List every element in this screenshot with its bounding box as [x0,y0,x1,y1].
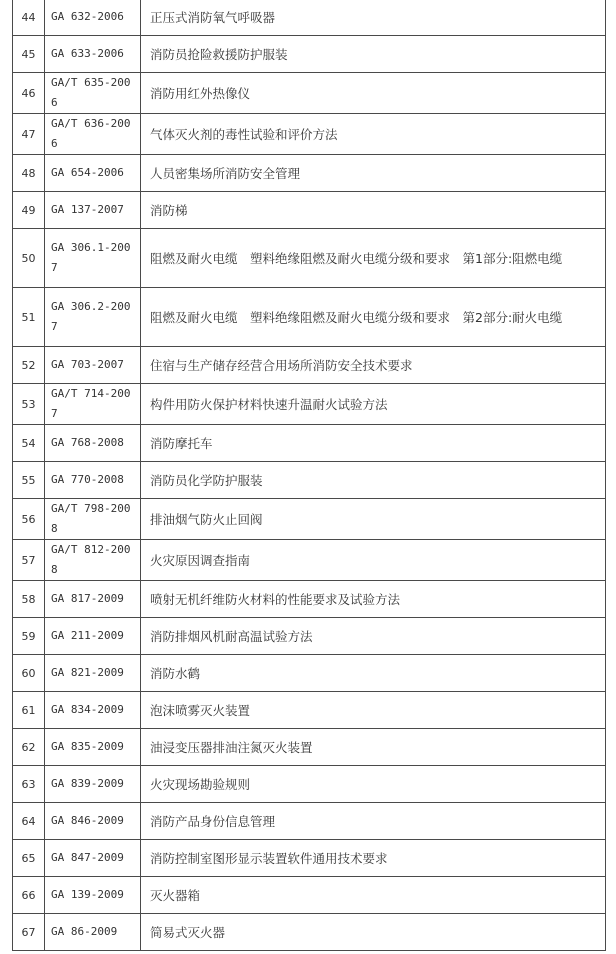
standard-code: GA 768-2008 [45,425,141,462]
standard-name: 油浸变压器排油注氮灭火装置 [141,729,606,766]
standard-name: 消防员抢险救援防护服装 [141,36,606,73]
standard-name: 消防排烟风机耐高温试验方法 [141,618,606,655]
table-row [13,877,606,914]
standard-code: GA/T 636-2006 [45,114,141,155]
standard-name: 消防控制室图形显示装置软件通用技术要求 [141,840,606,877]
standard-code: GA 846-2009 [45,803,141,840]
table-row [13,499,606,540]
row-number: 51 [13,288,45,347]
table-row [13,229,606,288]
standard-name: 火灾现场勘验规则 [141,766,606,803]
row-number: 52 [13,347,45,384]
standard-code: GA 770-2008 [45,462,141,499]
table-row [13,288,606,347]
row-number: 54 [13,425,45,462]
standard-name: 消防用红外热像仪 [141,73,606,114]
standard-name: 火灾原因调查指南 [141,540,606,581]
standard-code: GA/T 714-2007 [45,384,141,425]
row-number: 53 [13,384,45,425]
standard-name: 灭火器箱 [141,877,606,914]
standard-name: 泡沫喷雾灭火装置 [141,692,606,729]
standard-name: 构件用防火保护材料快速升温耐火试验方法 [141,384,606,425]
row-number: 66 [13,877,45,914]
standard-code: GA 139-2009 [45,877,141,914]
row-number: 67 [13,914,45,951]
standard-name: 喷射无机纤维防火材料的性能要求及试验方法 [141,581,606,618]
table-row [13,114,606,155]
standard-name: 阻燃及耐火电缆 塑料绝缘阻燃及耐火电缆分级和要求 第2部分:耐火电缆 [141,288,606,347]
standard-name: 消防摩托车 [141,425,606,462]
row-number: 61 [13,692,45,729]
row-number: 56 [13,499,45,540]
standards-table [12,0,606,951]
standard-name: 消防水鹤 [141,655,606,692]
table-row [13,347,606,384]
standard-code: GA 835-2009 [45,729,141,766]
standard-code: GA 834-2009 [45,692,141,729]
row-number: 64 [13,803,45,840]
standard-code: GA 703-2007 [45,347,141,384]
row-number: 55 [13,462,45,499]
standard-name: 简易式灭火器 [141,914,606,951]
table-row [13,425,606,462]
table-row [13,36,606,73]
table-row [13,914,606,951]
row-number: 48 [13,155,45,192]
table-row [13,692,606,729]
standard-code: GA 654-2006 [45,155,141,192]
table-row [13,0,606,36]
table-row [13,155,606,192]
row-number: 63 [13,766,45,803]
row-number: 47 [13,114,45,155]
standard-name: 正压式消防氧气呼吸器 [141,0,606,36]
standard-code: GA 821-2009 [45,655,141,692]
row-number: 62 [13,729,45,766]
table-row [13,462,606,499]
standard-name: 消防梯 [141,192,606,229]
standard-name: 住宿与生产储存经营合用场所消防安全技术要求 [141,347,606,384]
table-row [13,729,606,766]
standard-code: GA/T 798-2008 [45,499,141,540]
table-row [13,803,606,840]
standard-code: GA/T 635-2006 [45,73,141,114]
standard-code: GA 632-2006 [45,0,141,36]
standard-code: GA/T 812-2008 [45,540,141,581]
standard-name: 排油烟气防火止回阀 [141,499,606,540]
standard-name: 消防员化学防护服装 [141,462,606,499]
table-row [13,73,606,114]
table-row [13,840,606,877]
row-number: 44 [13,0,45,36]
table-row [13,618,606,655]
standard-code: GA 817-2009 [45,581,141,618]
standard-name: 消防产品身份信息管理 [141,803,606,840]
row-number: 57 [13,540,45,581]
standard-code: GA 306.2-2007 [45,288,141,347]
table-row [13,655,606,692]
table-row [13,581,606,618]
row-number: 65 [13,840,45,877]
standard-name: 阻燃及耐火电缆 塑料绝缘阻燃及耐火电缆分级和要求 第1部分:阻燃电缆 [141,229,606,288]
standard-name: 人员密集场所消防安全管理 [141,155,606,192]
standard-code: GA 211-2009 [45,618,141,655]
table-row [13,192,606,229]
table-row [13,540,606,581]
table-row [13,384,606,425]
standard-code: GA 137-2007 [45,192,141,229]
standard-code: GA 633-2006 [45,36,141,73]
row-number: 60 [13,655,45,692]
row-number: 59 [13,618,45,655]
table-row [13,766,606,803]
standard-code: GA 847-2009 [45,840,141,877]
standard-code: GA 306.1-2007 [45,229,141,288]
row-number: 46 [13,73,45,114]
row-number: 45 [13,36,45,73]
row-number: 50 [13,229,45,288]
row-number: 58 [13,581,45,618]
standard-code: GA 839-2009 [45,766,141,803]
standard-name: 气体灭火剂的毒性试验和评价方法 [141,114,606,155]
row-number: 49 [13,192,45,229]
standard-code: GA 86-2009 [45,914,141,951]
